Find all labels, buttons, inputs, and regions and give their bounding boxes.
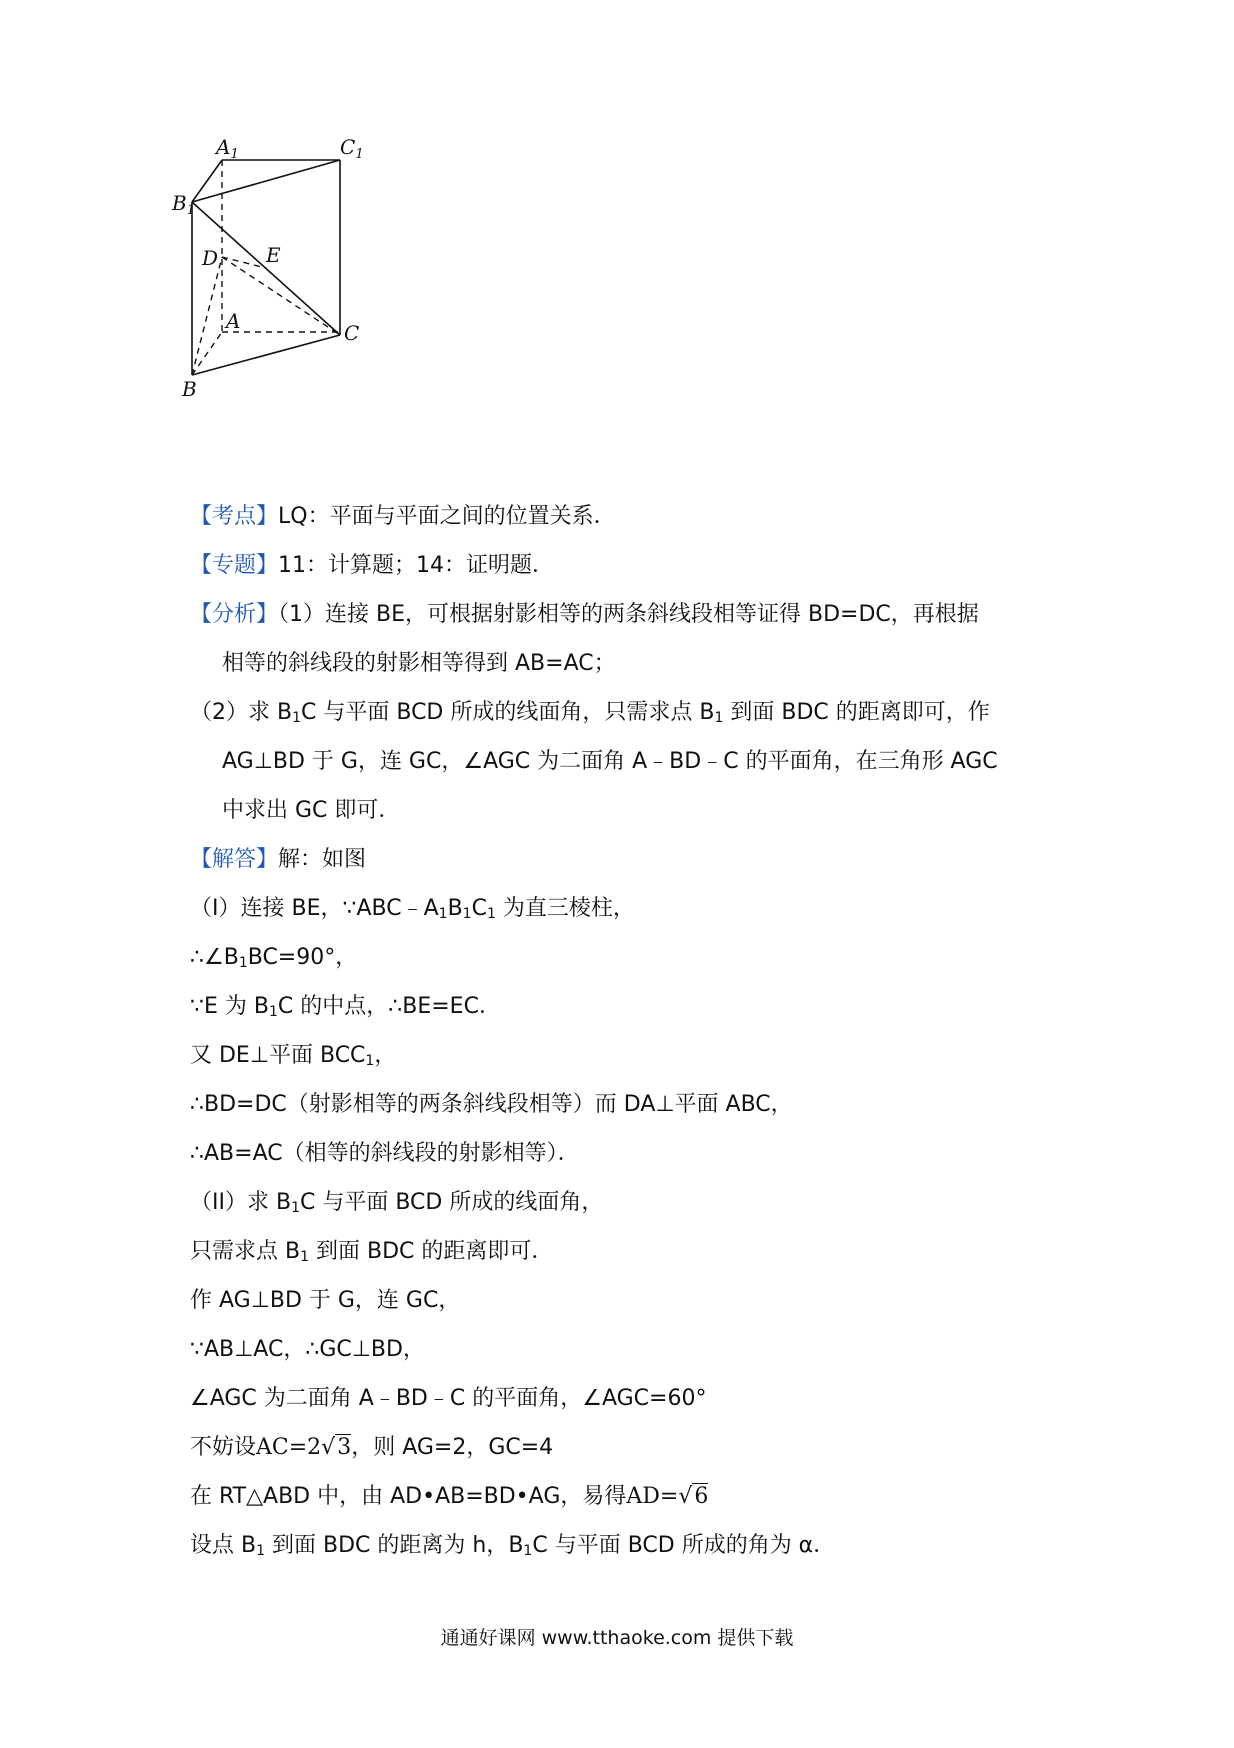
solution-line-13 xyxy=(190,1482,1090,1512)
label-B1: $B_1$ xyxy=(172,191,195,218)
zhuanti-text: 11：计算题；14：证明题． xyxy=(278,553,555,578)
math-formula: AC=2√3 xyxy=(256,1435,352,1460)
solution-line-14 xyxy=(190,1531,1090,1561)
subscript: 1 xyxy=(291,1200,300,1216)
text: 不妨设 xyxy=(190,1435,257,1460)
label-E: E xyxy=(266,243,281,267)
subscript: 1 xyxy=(300,1249,310,1265)
subscript: 1 xyxy=(486,906,496,922)
label-D: D xyxy=(202,246,219,270)
solution-line-4 xyxy=(190,1041,1090,1071)
text: （I）连接 BE，∵ABC﹣A xyxy=(190,896,439,921)
solution-line-1 xyxy=(190,894,1090,924)
label-C: C xyxy=(344,321,360,345)
solution-line-3 xyxy=(190,992,1090,1022)
radicand: 6 xyxy=(694,1484,709,1509)
solution-line-8 xyxy=(190,1237,1090,1267)
solution-line-5: ∴BD=DC（射影相等的两条斜线段相等）而 DA⊥平面 ABC， xyxy=(190,1092,793,1117)
text: ∵E 为 B xyxy=(190,994,269,1019)
text: 在 RT△ABD 中，由 AD•AB=BD•AG，易得 xyxy=(190,1484,627,1509)
fenxi-text-3a: （2）求 B xyxy=(190,700,293,725)
text: B xyxy=(447,896,463,921)
zhuanti-tag: 【专题】 xyxy=(190,553,279,578)
subscript: 1 xyxy=(292,710,302,726)
fenxi-line-4: AG⊥BD 于 G，连 GC，∠AGC 为二面角 A﹣BD﹣C 的平面角，在三角形 AGC xyxy=(222,749,998,774)
subscript: 1 xyxy=(365,1053,375,1069)
text: C 与平面 BCD 所成的角为 α． xyxy=(532,1533,836,1558)
prism-figure xyxy=(172,135,440,450)
solution-line-9: 作 AG⊥BD 于 G，连 GC， xyxy=(190,1288,461,1313)
text: 到面 BDC 的距离为 h，B xyxy=(265,1533,524,1558)
fenxi-text-3b: C 与平面 BCD 所成的线面角，只需求点 B xyxy=(301,700,715,725)
subscript: 1 xyxy=(462,906,472,922)
label-A: A xyxy=(226,309,241,333)
text: （II）求 B xyxy=(190,1190,292,1215)
solution-line-11: ∠AGC 为二面角 A﹣BD﹣C 的平面角，∠AGC=60° xyxy=(190,1386,707,1411)
fenxi-line-1 xyxy=(190,600,1090,630)
text: ， xyxy=(374,1043,397,1068)
jieda-line xyxy=(190,845,1090,875)
text: C 的中点，∴BE=EC． xyxy=(277,994,501,1019)
subscript: 1 xyxy=(256,1543,266,1559)
solution-line-12 xyxy=(190,1433,1090,1463)
text: ，则 AG=2，GC=4 xyxy=(351,1435,554,1460)
text: 设点 B xyxy=(190,1533,257,1558)
fenxi-text-1: （1）连接 BE，可根据射影相等的两条斜线段相等证得 BD=DC，再根据 xyxy=(278,602,979,627)
jieda-tag: 【解答】 xyxy=(190,847,279,872)
zhuanti-line xyxy=(190,551,1090,581)
text: 只需求点 B xyxy=(190,1239,301,1264)
fenxi-text-3c: 到面 BDC 的距离即可，作 xyxy=(723,700,990,725)
solution-line-7 xyxy=(190,1188,1090,1218)
subscript: 1 xyxy=(238,955,248,971)
radicand: 3 xyxy=(337,1435,352,1460)
subscript: 1 xyxy=(714,710,724,726)
subscript: 1 xyxy=(523,1543,533,1559)
fenxi-tag: 【分析】 xyxy=(190,602,279,627)
label-C1: $C_1$ xyxy=(340,135,364,162)
solution-line-6: ∴AB=AC（相等的斜线段的射影相等）． xyxy=(190,1141,580,1166)
jieda-intro: 解：如图 xyxy=(278,847,367,872)
text: BC=90°， xyxy=(247,945,358,970)
fenxi-line-3 xyxy=(190,698,1090,728)
label-B: B xyxy=(182,377,197,401)
subscript: 1 xyxy=(268,1004,278,1020)
text: 为直三棱柱， xyxy=(495,896,635,921)
math-formula: AD=√6 xyxy=(626,1484,709,1509)
solution-line-2 xyxy=(190,943,1090,973)
kaodian-line xyxy=(190,502,1090,532)
kaodian-text: LQ：平面与平面之间的位置关系． xyxy=(278,504,616,529)
fenxi-line-2: 相等的斜线段的射影相等得到 AB=AC； xyxy=(222,651,616,676)
math-text: AD= xyxy=(626,1484,679,1509)
page-footer: 通通好课网 www.tthaoke.com 提供下载 xyxy=(440,1627,794,1649)
kaodian-tag: 【考点】 xyxy=(190,504,279,529)
math-text: AC=2 xyxy=(256,1435,322,1460)
text: 又 DE⊥平面 BCC xyxy=(190,1043,366,1068)
label-A1: $A_1$ xyxy=(216,135,239,162)
text: C 与平面 BCD 所成的线面角， xyxy=(300,1190,604,1215)
solution-line-10: ∵AB⊥AC，∴GC⊥BD， xyxy=(190,1337,425,1362)
text: ∴∠B xyxy=(190,945,239,970)
subscript: 1 xyxy=(438,906,448,922)
text: C xyxy=(471,896,487,921)
text: 到面 BDC 的距离即可． xyxy=(309,1239,554,1264)
fenxi-line-5: 中求出 GC 即可． xyxy=(222,798,401,823)
